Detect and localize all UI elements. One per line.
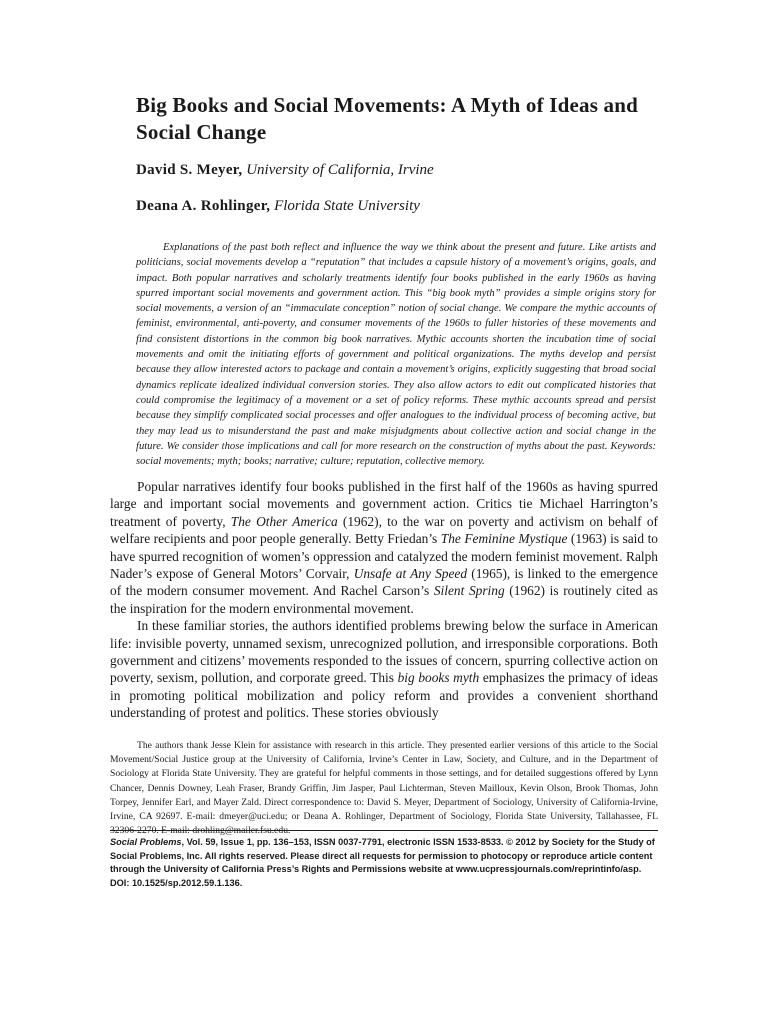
text-run: In these familiar stories, the authors identified problems brewing below the surface in American life: invisible poverty, unnamed sexism, unrecognized pollution, and irresponsible corporations. Both government and citizens’ movements responded to the issues of concern, spurring collective action on poverty, sexism, pollution, and corporate greed. This bbox=[110, 618, 658, 686]
citation-details: , Vol. 59, Issue 1, pp. 136–153, ISSN 0037-7791, electronic ISSN 1533-8533. © 2012 by Society for the Study of Social Problems, Inc. All rights reserved. Please direct all requests for permission to photocopy or reproduce article content through the University of California Press’s Rights and Permissions website at www.ucpressjournals.com/reprintinfo/asp. DOI: 10.1525/sp.2012.59.1.136. bbox=[110, 837, 655, 888]
author-affiliation: Florida State University bbox=[274, 198, 420, 214]
acknowledgement-footnote: The authors thank Jesse Klein for assistance with research in this article. They presented earlier versions of this article to the Social Movement/Social Justice group at the University of California, Irvine’s Center in Law, Society, and Culture, and in the Department of Sociology at Florida State University. They are grateful for helpful comments in those settings, and for detailed suggestions offered by Lynn Chancer, Dennis Downey, Leah Fraser, Brandy Griffin, Jim Jasper, Paul Lichterman, Steven Mailloux, Kevin Olson, Brook Thomas, John Torpey, Jennifer Earl, and Mayer Zald. Direct correspondence to: David S. Meyer, Department of Sociology, University of California-Irvine, Irvine, CA 92697. E-mail: dmeyer@uci.edu; or Deana A. Rohlinger, Department of Sociology, Florida State University, Tallahassee, FL 32306-2270. E-mail: drohling@mailer.fsu.edu. bbox=[110, 740, 658, 837]
book-title: The Feminine Mystique bbox=[440, 531, 568, 547]
body-paragraph bbox=[110, 617, 658, 721]
text-run: Popular narratives identify four books published in the first half of the 1960s as having spurred large and important social movements and government action. Critics tie Michael Harrington’s treatment of poverty, bbox=[110, 479, 658, 529]
article-title: Big Books and Social Movements: A Myth of Ideas and Social Change bbox=[136, 93, 639, 144]
author-name: Deana A. Rohlinger, bbox=[136, 198, 271, 214]
footer-divider bbox=[110, 830, 658, 831]
book-title: big books myth bbox=[397, 670, 480, 686]
body-text bbox=[110, 478, 658, 722]
text-run: (1962), to the war on poverty and activism on behalf of welfare recipients and poor people generally. Betty Friedan’s bbox=[110, 513, 658, 547]
book-title: Silent Spring bbox=[433, 583, 505, 599]
abstract: Explanations of the past both reflect and influence the way we think about the present and future. Like artists and politicians, social movements develop a “reputation” that includes a capsule history of a movement’s origins, goals, and impact. Both popular narratives and scholarly treatments identify four books published in the early 1960s as having spurred important social movements and government action. This “big book myth” provides a simple origins story for social movements, a version of an “immaculate conception” notion of social change. We compare the mythic accounts of feminist, environmental, anti-poverty, and consumer movements of the 1960s to fuller histories of these movements and find consistent distortions in the common big book narratives. Mythic accounts shorten the incubation time of social movements and omit the initiating efforts of government and political organizations. The myths develop and persist because they allow interested actors to package and contain a movement’s origins, explicitly suggesting that broad social dynamics replicate idealized individual conversion stories. They also allow actors to edit out complicated histories that could compromise the legitimacy of a movement or a set of policy reforms. These mythic accounts spread and persist because they simplify complicated social processes and offer analogues to the individual process of becoming active, but they may lead us to misunderstand the past and make misjudgments about collective action and social change in the future. We consider those implications and call for more research on the construction of myths about the past. Keywords: social movements; myth; books; narrative; culture; reputation, collective memory. bbox=[136, 242, 656, 468]
citation-block bbox=[110, 836, 658, 890]
body-paragraph bbox=[110, 478, 658, 617]
text-run: emphasizes the primacy of ideas in promoting political mobilization and policy reform and provides a convenient shorthand understanding of protest and politics. These stories obviously bbox=[110, 670, 658, 721]
book-title: Unsafe at Any Speed bbox=[353, 566, 468, 582]
author-line-1 bbox=[136, 161, 434, 179]
author-line-2 bbox=[136, 197, 420, 215]
text-run: (1963) is said to have spurred recognition of women’s oppression and catalyzed the modern feminist movement. Ralph Nader’s expose of General Motors’ Corvair, bbox=[110, 531, 658, 582]
journal-name: Social Problems bbox=[110, 837, 182, 847]
text-run: (1962) is routinely cited as the inspiration for the modern environmental movement. bbox=[110, 583, 658, 616]
author-affiliation: University of California, Irvine bbox=[246, 162, 434, 178]
author-name: David S. Meyer, bbox=[136, 162, 243, 178]
book-title: The Other America bbox=[230, 513, 338, 529]
text-run: (1965), is linked to the emergence of the modern consumer movement. And Rachel Carson’s bbox=[110, 566, 658, 599]
